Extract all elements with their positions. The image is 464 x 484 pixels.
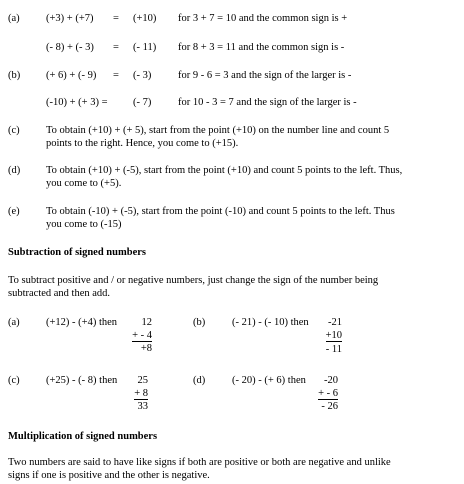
intro-line: signs if one is positive and the other is negative. — [8, 470, 210, 481]
equals-sign: = — [113, 13, 119, 24]
paragraph-line: you come to (+5). — [46, 178, 122, 189]
sub-result: 33 — [137, 401, 148, 412]
label-b: (b) — [8, 70, 21, 81]
sub-result: +8 — [140, 343, 152, 354]
sub-result: - 11 — [325, 344, 342, 355]
sub-expr: (+25) - (- 8) then — [46, 375, 118, 386]
note: for 10 - 3 = 7 and the sign of the larger is - — [178, 97, 357, 108]
label-c: (c) — [8, 375, 20, 386]
intro-line: Two numbers are said to have like signs if both are positive or both are negative and unlike — [8, 457, 391, 468]
result: (- 7) — [133, 97, 152, 108]
note: for 3 + 7 = 10 and the common sign is + — [178, 13, 348, 24]
sub-mid: + - 4 — [132, 330, 152, 341]
label-a: (a) — [8, 13, 20, 24]
note: for 8 + 3 = 11 and the common sign is - — [178, 42, 345, 53]
paragraph-line: To obtain (+10) + (+ 5), start from the point (+10) on the number line and count 5 — [46, 125, 390, 136]
label-d: (d) — [193, 375, 206, 386]
expr: (- 8) + (- 3) — [46, 42, 94, 53]
expr: (+ 6) + (- 9) — [46, 70, 97, 81]
intro-line: To subtract positive and / or negative numbers, just change the sign of the number being — [8, 275, 379, 286]
expr: (-10) + (+ 3) = — [46, 97, 108, 108]
sub-expr: (+12) - (+4) then — [46, 317, 118, 328]
intro-line: subtracted and then add. — [8, 288, 111, 299]
expr: (+3) + (+7) — [46, 13, 94, 24]
label-b: (b) — [193, 317, 206, 328]
result: (- 3) — [133, 70, 152, 81]
section-heading: Multiplication of signed numbers — [8, 431, 158, 442]
paragraph-line: To obtain (+10) + (-5), start from the point (+10) and count 5 points to the left. Thus, — [46, 165, 403, 176]
note: for 9 - 6 = 3 and the sign of the larger is - — [178, 70, 352, 81]
sub-top: 12 — [141, 317, 152, 328]
label-d: (d) — [8, 165, 21, 176]
sub-top: -20 — [324, 375, 338, 386]
label-a: (a) — [8, 317, 20, 328]
sub-result: - 26 — [321, 401, 338, 412]
sub-mid: + - 6 — [318, 388, 338, 399]
section-heading: Subtraction of signed numbers — [8, 247, 146, 258]
result: (- 11) — [133, 42, 157, 53]
sub-expr: (- 21) - (- 10) then — [232, 317, 309, 328]
sub-top: -21 — [328, 317, 342, 328]
result: (+10) — [133, 13, 157, 24]
paragraph-line: points to the right. Hence, you come to (+15). — [46, 138, 239, 149]
paragraph-line: To obtain (-10) + (-5), start from the point (-10) and count 5 points to the left. Thus — [46, 206, 395, 217]
sub-mid: + 8 — [134, 388, 148, 399]
sub-expr: (- 20) - (+ 6) then — [232, 375, 306, 386]
sub-top: 25 — [137, 375, 148, 386]
sub-mid: +10 — [325, 330, 342, 341]
equals-sign: = — [113, 70, 119, 81]
equals-sign: = — [113, 42, 119, 53]
label-c: (c) — [8, 125, 20, 136]
paragraph-line: you come to (-15) — [46, 219, 122, 230]
label-e: (e) — [8, 206, 20, 217]
